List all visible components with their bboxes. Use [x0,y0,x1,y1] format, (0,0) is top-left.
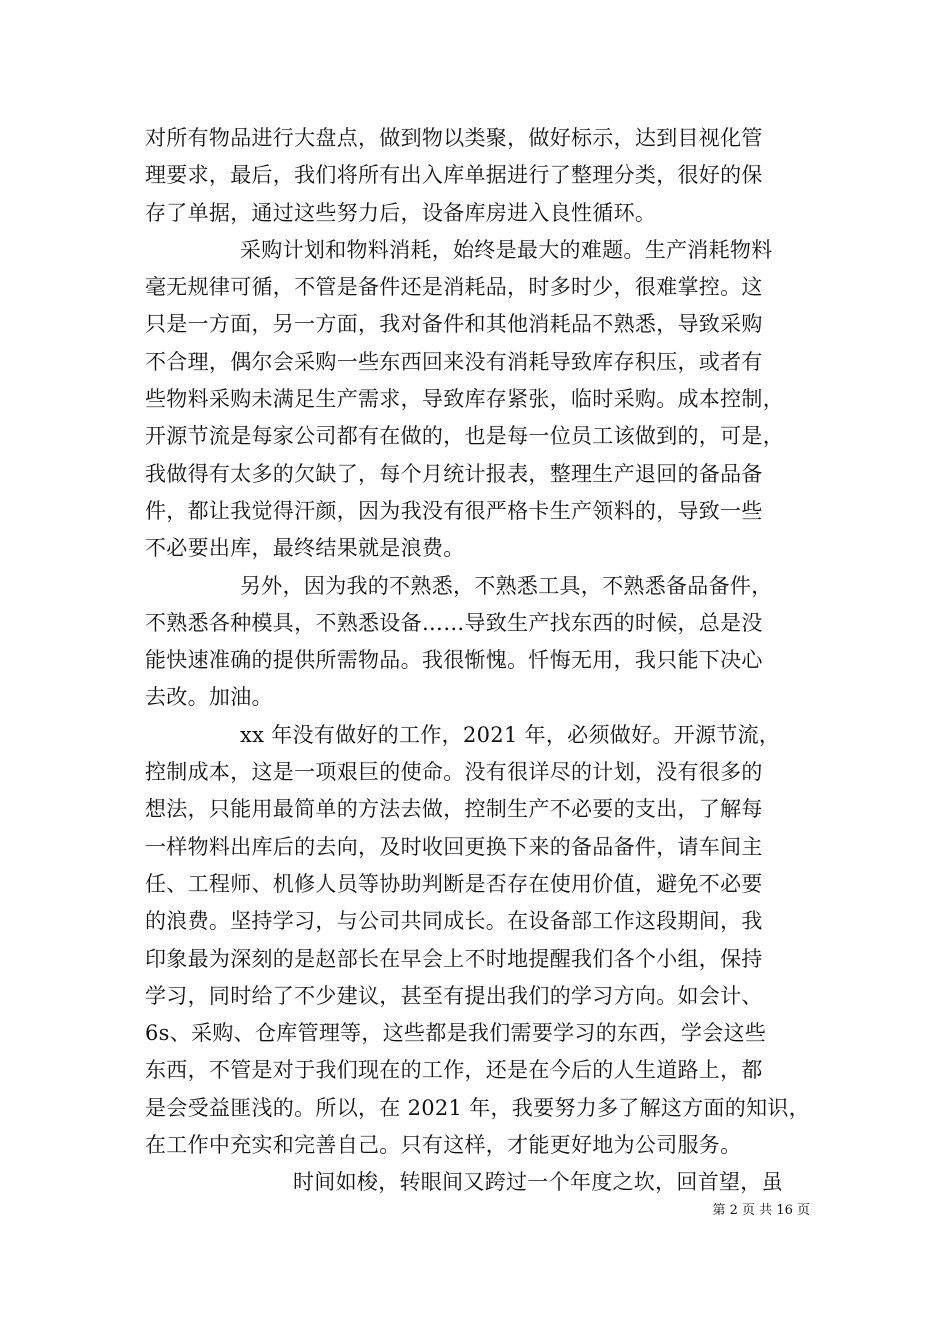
text-line: 毫无规律可循，不管是备件还是消耗品，时多时少，很难掌控。这 [145,275,763,300]
text-line: 去改。加油。 [145,685,273,710]
text-line: 印象最为深刻的是赵部长在早会上不时地提醒我们各个小组，保持 [145,946,763,971]
text-line: 只是一方面，另一方面，我对备件和其他消耗品不熟悉，导致采购 [145,312,763,337]
page-number: 第 2 页 共 16 页 [712,1203,810,1218]
text-line: 想法，只能用最简单的方法去做，控制生产不必要的支出，了解每 [145,797,763,822]
text-line: 东西，不管是对于我们现在的工作，还是在今后的人生道路上，都 [145,1058,763,1083]
text-line: 在工作中充实和完善自己。只有这样，才能更好地为公司服务。 [145,1133,742,1158]
text-line: 理要求，最后，我们将所有出入库单据进行了整理分类，很好的保 [145,163,763,188]
text-line: 6s、采购、仓库管理等，这些都是我们需要学习的东西，学会这些 [145,1021,767,1046]
text-line: 任、工程师、机修人员等协助判断是否存在使用价值，避免不必要 [145,871,763,896]
text-line: 学习，同时给了不少建议，甚至有提出我们的学习方向。如会计、 [145,983,763,1008]
text-line: 我做得有太多的欠缺了，每个月统计报表，整理生产退回的备品备 [145,461,763,486]
text-line: 控制成本，这是一项艰巨的使命。没有很详尽的计划，没有很多的 [145,760,763,785]
paragraph-start-line: xx 年没有做好的工作，2021 年，必须做好。开源节流， [240,722,781,747]
paragraph-start-line: 采购计划和物料消耗，始终是最大的难题。生产消耗物料 [240,237,773,262]
text-line: 能快速准确的提供所需物品。我很惭愧。忏悔无用，我只能下决心 [145,648,763,673]
document-body [145,120,810,1202]
text-line: 不合理，偶尔会采购一些东西回来没有消耗导致库存积压，或者有 [145,349,763,374]
paragraph-start-line: 时间如梭，转眼间又跨过一个年度之坎，回首望，虽 [293,1170,783,1195]
text-line: 的浪费。坚持学习，与公司共同成长。在设备部工作这段期间，我 [145,909,763,934]
text-line: 开源节流是每家公司都有在做的，也是每一位员工该做到的，可是， [145,424,784,449]
text-line: 对所有物品进行大盘点，做到物以类聚，做好标示，达到目视化管 [145,126,763,150]
text-line: 不熟悉各种模具，不熟悉设备……导致生产找东西的时候，总是没 [145,610,763,635]
text-line: 件，都让我觉得汗颜，因为我没有很严格卡生产领料的，导致一些 [145,498,763,523]
text-line: 一样物料出库后的去向，及时收回更换下来的备品备件，请车间主 [145,834,763,859]
paragraph-start-line: 另外，因为我的不熟悉，不熟悉工具，不熟悉备品备件， [240,573,773,598]
text-line: 些物料采购未满足生产需求，导致库存紧张，临时采购。成本控制， [145,387,784,412]
text-line: 存了单据，通过这些努力后，设备库房进入良性循环。 [145,200,657,225]
text-line: 不必要出库，最终结果就是浪费。 [145,536,465,561]
text-line: 是会受益匪浅的。所以，在 2021 年，我要努力多了解这方面的知识， [145,1095,810,1120]
